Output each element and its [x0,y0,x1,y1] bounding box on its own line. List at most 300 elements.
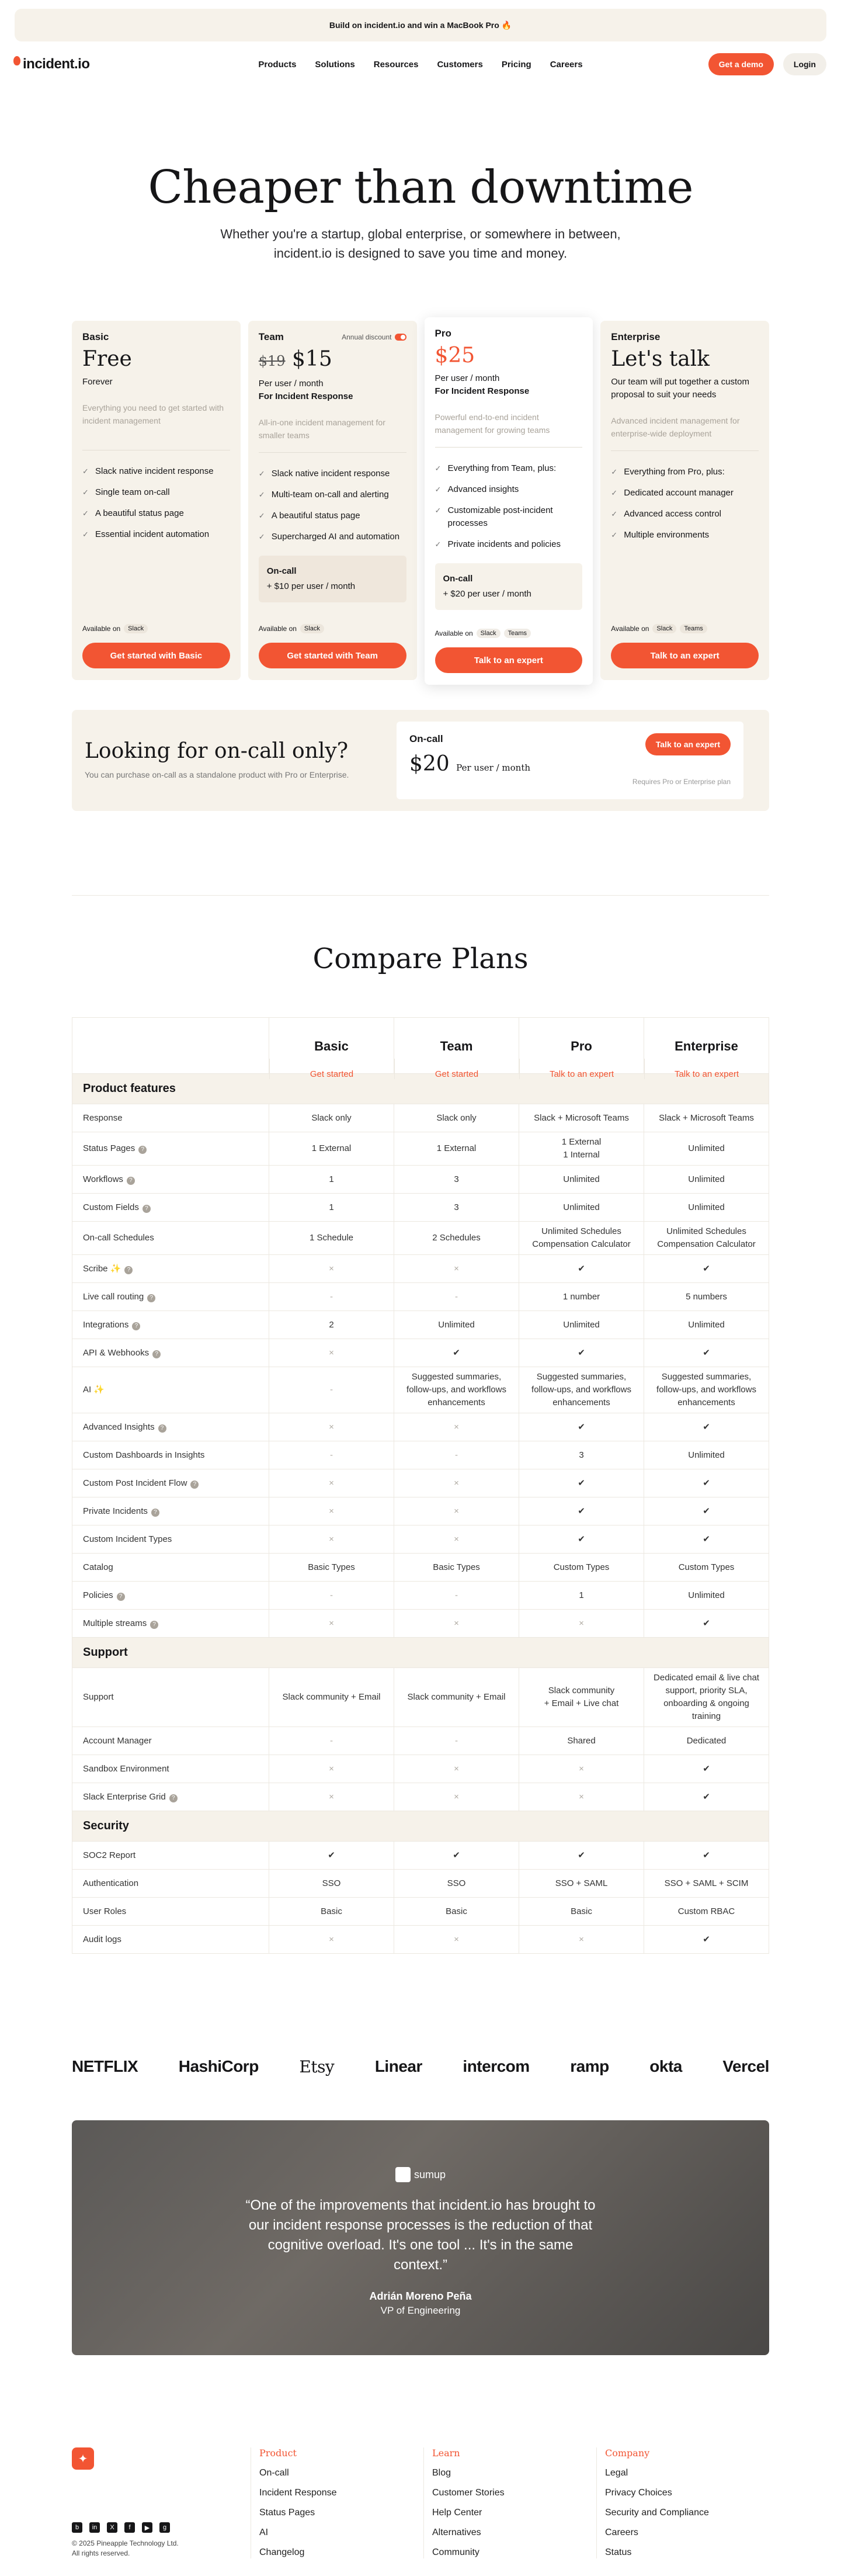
feature-item: ✓ Customizable post-incident processes [435,500,583,534]
cell-value: × [329,1422,334,1432]
copyright: © 2025 Pineapple Technology Ltd. [72,2539,179,2547]
table-cell [394,1610,519,1637]
cell-value: × [454,1618,459,1628]
table-cell [269,1469,394,1497]
table-row [72,1525,769,1553]
oncall-price: + $20 per user / month [443,589,531,599]
table-cell [269,1842,394,1869]
cell-value: Slack + Microsoft Teams [534,1112,629,1123]
plan-period: Per user / month [258,379,324,389]
facebook-icon[interactable]: f [124,2522,135,2533]
table-row [72,1104,769,1132]
column-cta[interactable]: Talk to an expert [519,1059,644,1079]
plan-price: $15 [292,347,332,371]
cell-value: Unlimited [688,1590,725,1600]
table-cell [519,1610,644,1637]
table-cell [394,1311,519,1339]
table-row [72,1925,769,1953]
footer-link[interactable]: On-call [259,2468,289,2478]
table-cell [644,1339,769,1367]
logo-okta: okta [649,2057,682,2075]
oncall-only-section [72,710,769,811]
row-label [72,1104,269,1132]
row-label [72,1367,269,1413]
cell-value: ✔ [703,1263,710,1274]
table-cell [644,1413,769,1441]
table-cell [644,1783,769,1811]
footer-link[interactable]: Privacy Choices [605,2488,672,2498]
cell-value: ✔ [703,1506,710,1516]
table-cell [269,1783,394,1811]
table-cell [394,1413,519,1441]
table-row [72,1783,769,1811]
footer-link[interactable]: Alternatives [432,2528,481,2537]
cell-value: 1 [329,1174,334,1184]
testimonial-company [395,2167,446,2182]
cell-value: - [455,1291,458,1302]
cell-value: 5 numbers [686,1291,727,1302]
footer-link[interactable]: Careers [605,2528,638,2537]
footer-link[interactable]: AI [259,2528,269,2537]
available-label: Available on [611,625,649,633]
cell-value: × [454,1263,459,1274]
available-label: Available on [435,629,473,637]
row-label [72,1283,269,1310]
oncall-card-title: On-call [409,733,443,744]
x-icon[interactable]: X [107,2522,117,2533]
cell-value: ✔ [703,1478,710,1488]
column-cta[interactable]: Get started [269,1059,394,1079]
footer-link[interactable]: Blog [432,2468,451,2478]
cell-value: ✔ [703,1618,710,1628]
promo-banner[interactable] [15,9,826,41]
table-cell [519,1469,644,1497]
row-label [72,1132,269,1165]
plan-period: Our team will put together a custom proposal to suit your needs [611,377,750,400]
cell-value: Unlimited [688,1319,725,1330]
table-cell [269,1255,394,1282]
cell-value: Unlimited Schedules Compensation Calculator [532,1226,631,1249]
oncall-addon [259,556,406,602]
row-label-text: On-call Schedules [83,1233,154,1243]
teams-chip: Teams [680,624,707,633]
table-cell [519,1526,644,1553]
footer-link[interactable]: Legal [605,2468,628,2478]
enterprise-cta-button[interactable]: Talk to an expert [611,643,759,668]
table-cell [519,1132,644,1165]
cell-value: Unlimited [688,1202,725,1212]
plan-price: $25 [435,344,475,367]
cell-value: Dedicated email & live chat support, priority SLA, onboarding & ongoing training [654,1673,759,1721]
cell-value: × [454,1791,459,1802]
feature-item: ✓ Essential incident automation [82,524,230,545]
plan-name: Basic [82,331,109,342]
rights: All rights reserved. [72,2549,130,2557]
row-label-text: Policies ? [83,1589,125,1602]
toggle-icon [395,334,406,341]
row-label-text: Multiple streams ? [83,1617,158,1630]
login-button[interactable]: Login [783,53,826,75]
slack-chip: Slack [652,624,676,633]
table-cell [269,1441,394,1469]
table-row [72,1469,769,1497]
cell-value: - [455,1735,458,1746]
feature-item: ✓ Slack native incident response [259,463,406,484]
cell-value: × [329,1934,334,1944]
table-cell [644,1727,769,1755]
cell-value: × [454,1934,459,1944]
table-cell [519,1898,644,1925]
row-label-text: Status Pages ? [83,1142,147,1155]
footer-link[interactable]: Customer Stories [432,2488,505,2498]
table-cell [394,1870,519,1897]
feature-item: ✓ A beautiful status page [259,505,406,526]
table-row [72,1609,769,1637]
nav-customers[interactable]: Customers [437,59,483,70]
cell-value: SSO [322,1878,341,1888]
oncall-title: On-call [266,566,297,576]
plan-price: Free [82,347,132,371]
table-cell [519,1727,644,1755]
plan-scope: For Incident Response [258,391,353,401]
row-label [72,1668,269,1726]
feature-item: ✓ A beautiful status page [82,503,230,524]
cell-value: Unlimited [563,1174,600,1184]
cell-value: ✔ [703,1791,710,1802]
cell-value: × [454,1422,459,1432]
cell-value: ✔ [453,1850,460,1860]
cell-value: ✔ [703,1763,710,1774]
cell-value: Unlimited [688,1174,725,1184]
available-on [611,624,707,633]
cell-value: Shared [567,1735,596,1746]
table-cell [394,1898,519,1925]
banner-text: Build on incident.io and win a MacBook Pro 🔥 [329,20,512,30]
row-label-text: Support [83,1692,114,1702]
logo-text: incident.io [23,56,90,72]
table-row [72,1553,769,1581]
row-label [72,1255,269,1282]
teams-chip: Teams [504,629,531,638]
row-label-text: SOC2 Report [83,1850,136,1860]
oncall-price: + $10 per user / month [266,581,356,591]
column-name: Pro [571,1039,592,1053]
table-cell [394,1441,519,1469]
row-label-text: Custom Post Incident Flow ? [83,1477,199,1490]
table-cell [269,1132,394,1165]
row-label [72,1898,269,1925]
oncall-addon [435,563,583,610]
table-row [72,1413,769,1441]
cell-value: Basic Types [433,1562,480,1572]
table-cell [269,1755,394,1783]
cell-value: Unlimited [563,1319,600,1330]
row-label [72,1783,269,1811]
feature-item: ✓ Slack native incident response [82,461,230,482]
cell-value: SSO + SAML [555,1878,608,1888]
cell-value: × [329,1791,334,1802]
cell-value: - [330,1590,333,1600]
column-name: Basic [314,1039,349,1053]
logo-intercom: intercom [463,2057,530,2075]
cell-value: × [579,1791,584,1802]
plan-features [435,458,583,555]
table-cell [644,1668,769,1726]
table-cell [394,1526,519,1553]
plan-name: Enterprise [611,331,661,342]
table-cell [394,1255,519,1282]
table-body [72,1073,769,1953]
footer-link[interactable]: Community [432,2547,479,2557]
row-label-text: Catalog [83,1562,113,1572]
old-price: $19 [258,353,286,369]
oncall-title: On-call [443,574,473,584]
cell-value: 2 [329,1319,334,1330]
table-cell [644,1526,769,1553]
table-cell [519,1194,644,1221]
cell-value: ✔ [578,1850,585,1860]
footer-link[interactable]: Changelog [259,2547,305,2557]
table-cell [394,1222,519,1254]
sumup-icon [395,2167,411,2182]
cell-value: 1 [579,1590,584,1600]
cell-value: Slack community + Email + Live chat [544,1686,619,1708]
plan-basic [72,321,241,680]
oncall-card [397,722,743,799]
plan-features [259,463,406,547]
github-icon[interactable]: g [159,2522,170,2533]
hero [0,87,841,263]
compare-table [72,1017,769,1954]
table-cell [519,1497,644,1525]
table-cell [644,1283,769,1310]
table-cell [644,1870,769,1897]
footer-link[interactable]: Incident Response [259,2488,337,2498]
basic-cta-button[interactable]: Get started with Basic [82,643,230,668]
section-header: Security [72,1811,769,1841]
row-label-text: Custom Fields ? [83,1201,151,1214]
table-cell [644,1441,769,1469]
row-label-text: AI ✨ [83,1385,105,1395]
oncall-only-text: You can purchase on-call as a standalone product with Pro or Enterprise. [85,770,349,779]
table-row [72,1869,769,1897]
cell-value: Custom RBAC [677,1906,735,1916]
cell-value: Suggested summaries, follow-ups, and workflows enhancements [656,1372,756,1407]
table-cell [394,1755,519,1783]
table-cell [644,1755,769,1783]
row-label-text: Workflows ? [83,1173,135,1186]
pro-cta-button[interactable]: Talk to an expert [435,647,583,673]
footer-link[interactable]: Status [605,2547,632,2557]
column-cta[interactable]: Get started [394,1059,519,1079]
table-row [72,1841,769,1869]
table-cell [269,1668,394,1726]
table-cell [519,1311,644,1339]
cell-value: × [329,1618,334,1628]
plan-pro [425,317,593,685]
social-links [72,2522,170,2533]
cell-value: Slack only [311,1112,352,1123]
footer-logo[interactable]: ✦ [72,2447,94,2470]
row-label [72,1610,269,1637]
plan-price: Let's talk [611,347,710,371]
table-cell [644,1497,769,1525]
table-row [72,1726,769,1755]
table-cell [644,1582,769,1609]
cell-value: × [454,1506,459,1516]
table-cell [644,1194,769,1221]
table-row [72,1132,769,1165]
cell-value: ✔ [703,1347,710,1358]
oncall-note: Requires Pro or Enterprise plan [632,778,731,786]
slack-chip: Slack [124,624,148,633]
footer [72,2447,769,2576]
oncall-talk-button[interactable]: Talk to an expert [645,733,731,755]
footer-col-company [596,2447,769,2558]
plan-features [82,461,230,545]
divider [72,895,769,896]
nav-resources[interactable]: Resources [373,59,419,70]
plan-period: Forever [82,377,113,387]
table-cell [644,1367,769,1413]
logo-etsy: Etsy [299,2057,335,2076]
cell-value: 3 [454,1174,459,1184]
page-title: Cheaper than downtime [148,161,693,214]
table-cell [394,1926,519,1953]
cell-value: × [454,1534,459,1544]
cell-value: SSO + SAML + SCIM [664,1878,749,1888]
table-cell [269,1497,394,1525]
table-cell [644,1104,769,1132]
testimonial-role: VP of Engineering [380,2305,461,2316]
row-label-text: Custom Incident Types [83,1534,172,1544]
table-cell [269,1283,394,1310]
table-cell [644,1898,769,1925]
nav-products[interactable]: Products [258,59,297,70]
row-label [72,1339,269,1367]
cell-value: Basic [321,1906,342,1916]
cell-value: × [329,1763,334,1774]
table-cell [269,1194,394,1221]
company-name: sumup [413,2168,446,2180]
footer-link[interactable]: Security and Compliance [605,2508,709,2518]
cell-value: ✔ [328,1850,335,1860]
table-cell [269,1166,394,1193]
annual-label: Annual discount [342,333,392,341]
table-cell [644,1255,769,1282]
table-cell [519,1554,644,1581]
row-label [72,1469,269,1497]
plan-description: Everything you need to get started with incident management [82,401,230,450]
footer-link[interactable]: Help Center [432,2508,482,2518]
table-cell [269,1926,394,1953]
table-row [72,1667,769,1726]
get-demo-button[interactable]: Get a demo [708,53,774,75]
feature-item: ✓ Multi-team on-call and alerting [259,484,406,505]
feature-item: ✓ Dedicated account manager [611,483,759,504]
table-cell [269,1898,394,1925]
row-label [72,1166,269,1193]
cell-value: ✔ [703,1422,710,1432]
cell-value: × [454,1763,459,1774]
cell-value: × [329,1263,334,1274]
row-label [72,1755,269,1783]
table-header [72,1017,769,1079]
cell-value: 1 Schedule [309,1233,354,1243]
nav-pricing[interactable]: Pricing [501,59,531,70]
row-label [72,1842,269,1869]
table-row [72,1310,769,1339]
table-row [72,1581,769,1609]
cell-value: Unlimited [688,1143,725,1153]
youtube-icon[interactable]: ▶ [142,2522,152,2533]
row-label [72,1554,269,1581]
table-cell [269,1222,394,1254]
logo[interactable] [15,56,90,72]
table-cell [394,1783,519,1811]
table-cell [394,1469,519,1497]
cell-value: Slack community + Email [282,1692,381,1702]
footer-col-title: Company [605,2447,650,2459]
top-nav [0,41,841,87]
table-cell [644,1222,769,1254]
cell-value: Slack only [436,1112,477,1123]
annual-discount-toggle[interactable] [342,333,406,341]
column-cta[interactable]: Talk to an expert [644,1059,769,1079]
plan-description: Advanced incident management for enterprise-wide deployment [611,414,759,451]
row-label-text: Integrations ? [83,1319,140,1332]
team-cta-button[interactable]: Get started with Team [259,643,406,668]
table-cell [269,1367,394,1413]
column-name: Team [440,1039,473,1053]
cell-value: ✔ [578,1422,585,1432]
table-cell [269,1311,394,1339]
cell-value: 1 External [311,1143,352,1153]
table-row [72,1897,769,1925]
nav-careers[interactable]: Careers [550,59,583,70]
testimonial-quote: “One of the improvements that incident.io has brought to our incident response processes is the reduction of that cognitive overload. It's one tool ... It's in the same context.” [245,2197,596,2273]
footer-link[interactable]: Status Pages [259,2508,315,2518]
cell-value: SSO [447,1878,466,1888]
table-row [72,1441,769,1469]
cell-value: × [329,1506,334,1516]
table-cell [519,1755,644,1783]
cell-value: 3 [454,1202,459,1212]
table-cell [269,1104,394,1132]
cell-value: - [330,1385,333,1395]
table-cell [519,1441,644,1469]
table-row [72,1193,769,1221]
available-on [82,624,148,633]
bluesky-icon[interactable]: b [72,2522,82,2533]
table-cell [519,1222,644,1254]
row-label-text: Slack Enterprise Grid ? [83,1791,178,1804]
available-on [259,624,324,633]
row-label-text: Advanced Insights ? [83,1421,166,1434]
table-row [72,1165,769,1193]
linkedin-icon[interactable]: in [89,2522,100,2533]
table-cell [519,1339,644,1367]
table-row [72,1221,769,1254]
row-label [72,1311,269,1339]
cell-value: ✔ [578,1478,585,1488]
flame-icon [13,56,20,65]
table-cell [644,1926,769,1953]
plan-team [248,321,417,680]
cell-value: Suggested summaries, follow-ups, and workflows enhancements [531,1372,631,1407]
nav-solutions[interactable]: Solutions [315,59,355,70]
cell-value: ✔ [703,1850,710,1860]
